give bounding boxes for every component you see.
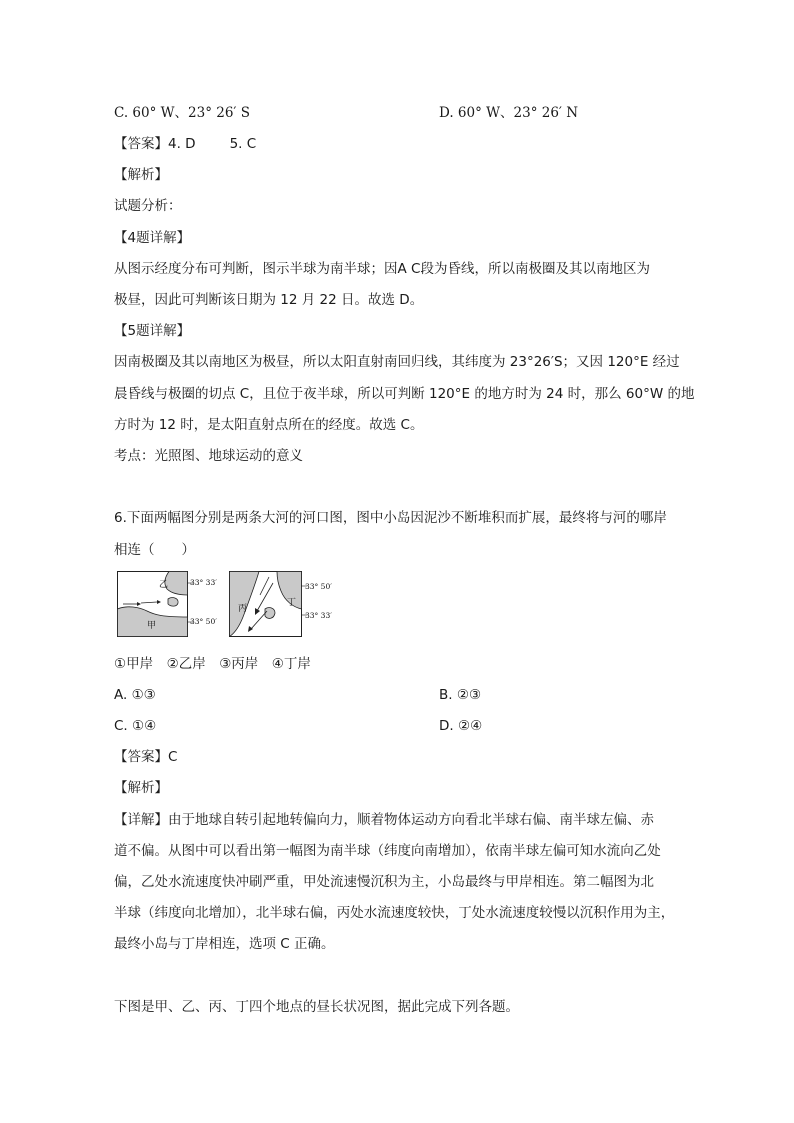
lat-right-bottom: 33° 33′ — [305, 611, 332, 620]
q6-stem-line: 6.下面两幅图分别是两条大河的河口图，图中小岛因泥沙不断堆积而扩展，最终将与河的哪岸 — [114, 510, 667, 526]
analysis-intro: 试题分析： — [114, 198, 182, 214]
option-d: D. ②④ — [439, 718, 483, 734]
answer-4: 4. D — [168, 136, 196, 152]
q4-heading: 【4题详解】 — [114, 230, 191, 246]
answer-label: 【答案】 — [114, 136, 168, 152]
label-yi: 乙 — [159, 580, 169, 590]
option-c: C. ①④ — [114, 718, 157, 734]
analysis-line: 半球（纬度向北增加），北半球右偏，丙处水流速度较快，丁处水流速度较慢以沉积作用为主， — [114, 905, 675, 921]
label-ding: 丁 — [287, 598, 297, 608]
analysis-line: 道不偏。从图中可以看出第一幅图为南半球（纬度向南增加），依南半球左偏可知水流向乙处 — [114, 843, 661, 859]
option-a: A. ①③ — [114, 687, 156, 703]
q5-line: 方时为 12 时，是太阳直射点所在的经度。故选 C。 — [114, 417, 424, 433]
answer-row: 【答案】C — [114, 749, 178, 765]
lat-left-top: 33° 33′ — [190, 578, 217, 587]
analysis-line: 【详解】由于地球自转引起地转偏向力，顺着物体运动方向看北半球右偏、南半球左偏、赤 — [114, 812, 654, 828]
river-mouth-figure — [117, 571, 339, 637]
analysis-heading: 【解析】 — [114, 780, 168, 796]
answer-row — [114, 134, 256, 154]
analysis-line: 最终小岛与丁岸相连，选项 C 正确。 — [114, 936, 335, 952]
option-d: D. 60° W、23° 26′ N — [439, 105, 579, 121]
label-jia: 甲 — [147, 621, 157, 631]
label-bing: 丙 — [238, 604, 248, 614]
q5-line: 因南极圈及其以南地区为极昼，所以太阳直射南回归线，其纬度为 23°26′S；又因 120°E 经过 — [114, 354, 680, 370]
q5-line: 晨昏线与极圈的切点 C，且位于夜半球，所以可判断 120°E 的地方时为 24 时，那么 60°W 的地 — [114, 386, 695, 402]
next-question-intro: 下图是甲、乙、丙、丁四个地点的昼长状况图，据此完成下列各题。 — [114, 999, 519, 1015]
analysis-heading: 【解析】 — [114, 167, 168, 183]
kaodian: 考点：光照图、地球运动的意义 — [114, 448, 303, 464]
lat-right-top: 33° 50′ — [305, 582, 332, 591]
q6-choices: ①甲岸 ②乙岸 ③丙岸 ④丁岸 — [114, 656, 311, 672]
option-b: B. ②③ — [439, 687, 482, 703]
q5-heading: 【5题详解】 — [114, 323, 191, 339]
analysis-line: 偏，乙处水流速度快冲刷严重，甲处流速慢沉积为主，小岛最终与甲岸相连。第二幅图为北 — [114, 874, 654, 890]
lat-left-bottom: 33° 50′ — [190, 617, 217, 626]
option-c: C. 60° W、23° 26′ S — [114, 105, 251, 121]
q6-stem-line: 相连（ ） — [114, 542, 195, 558]
q4-line: 从图示经度分布可判断，图示半球为南半球；因A C段为昏线，所以南极圈及其以南地区为 — [114, 261, 650, 277]
answer-5: 5. C — [229, 136, 257, 152]
q4-line: 极昼，因此可判断该日期为 12 月 22 日。故选 D。 — [114, 292, 424, 308]
